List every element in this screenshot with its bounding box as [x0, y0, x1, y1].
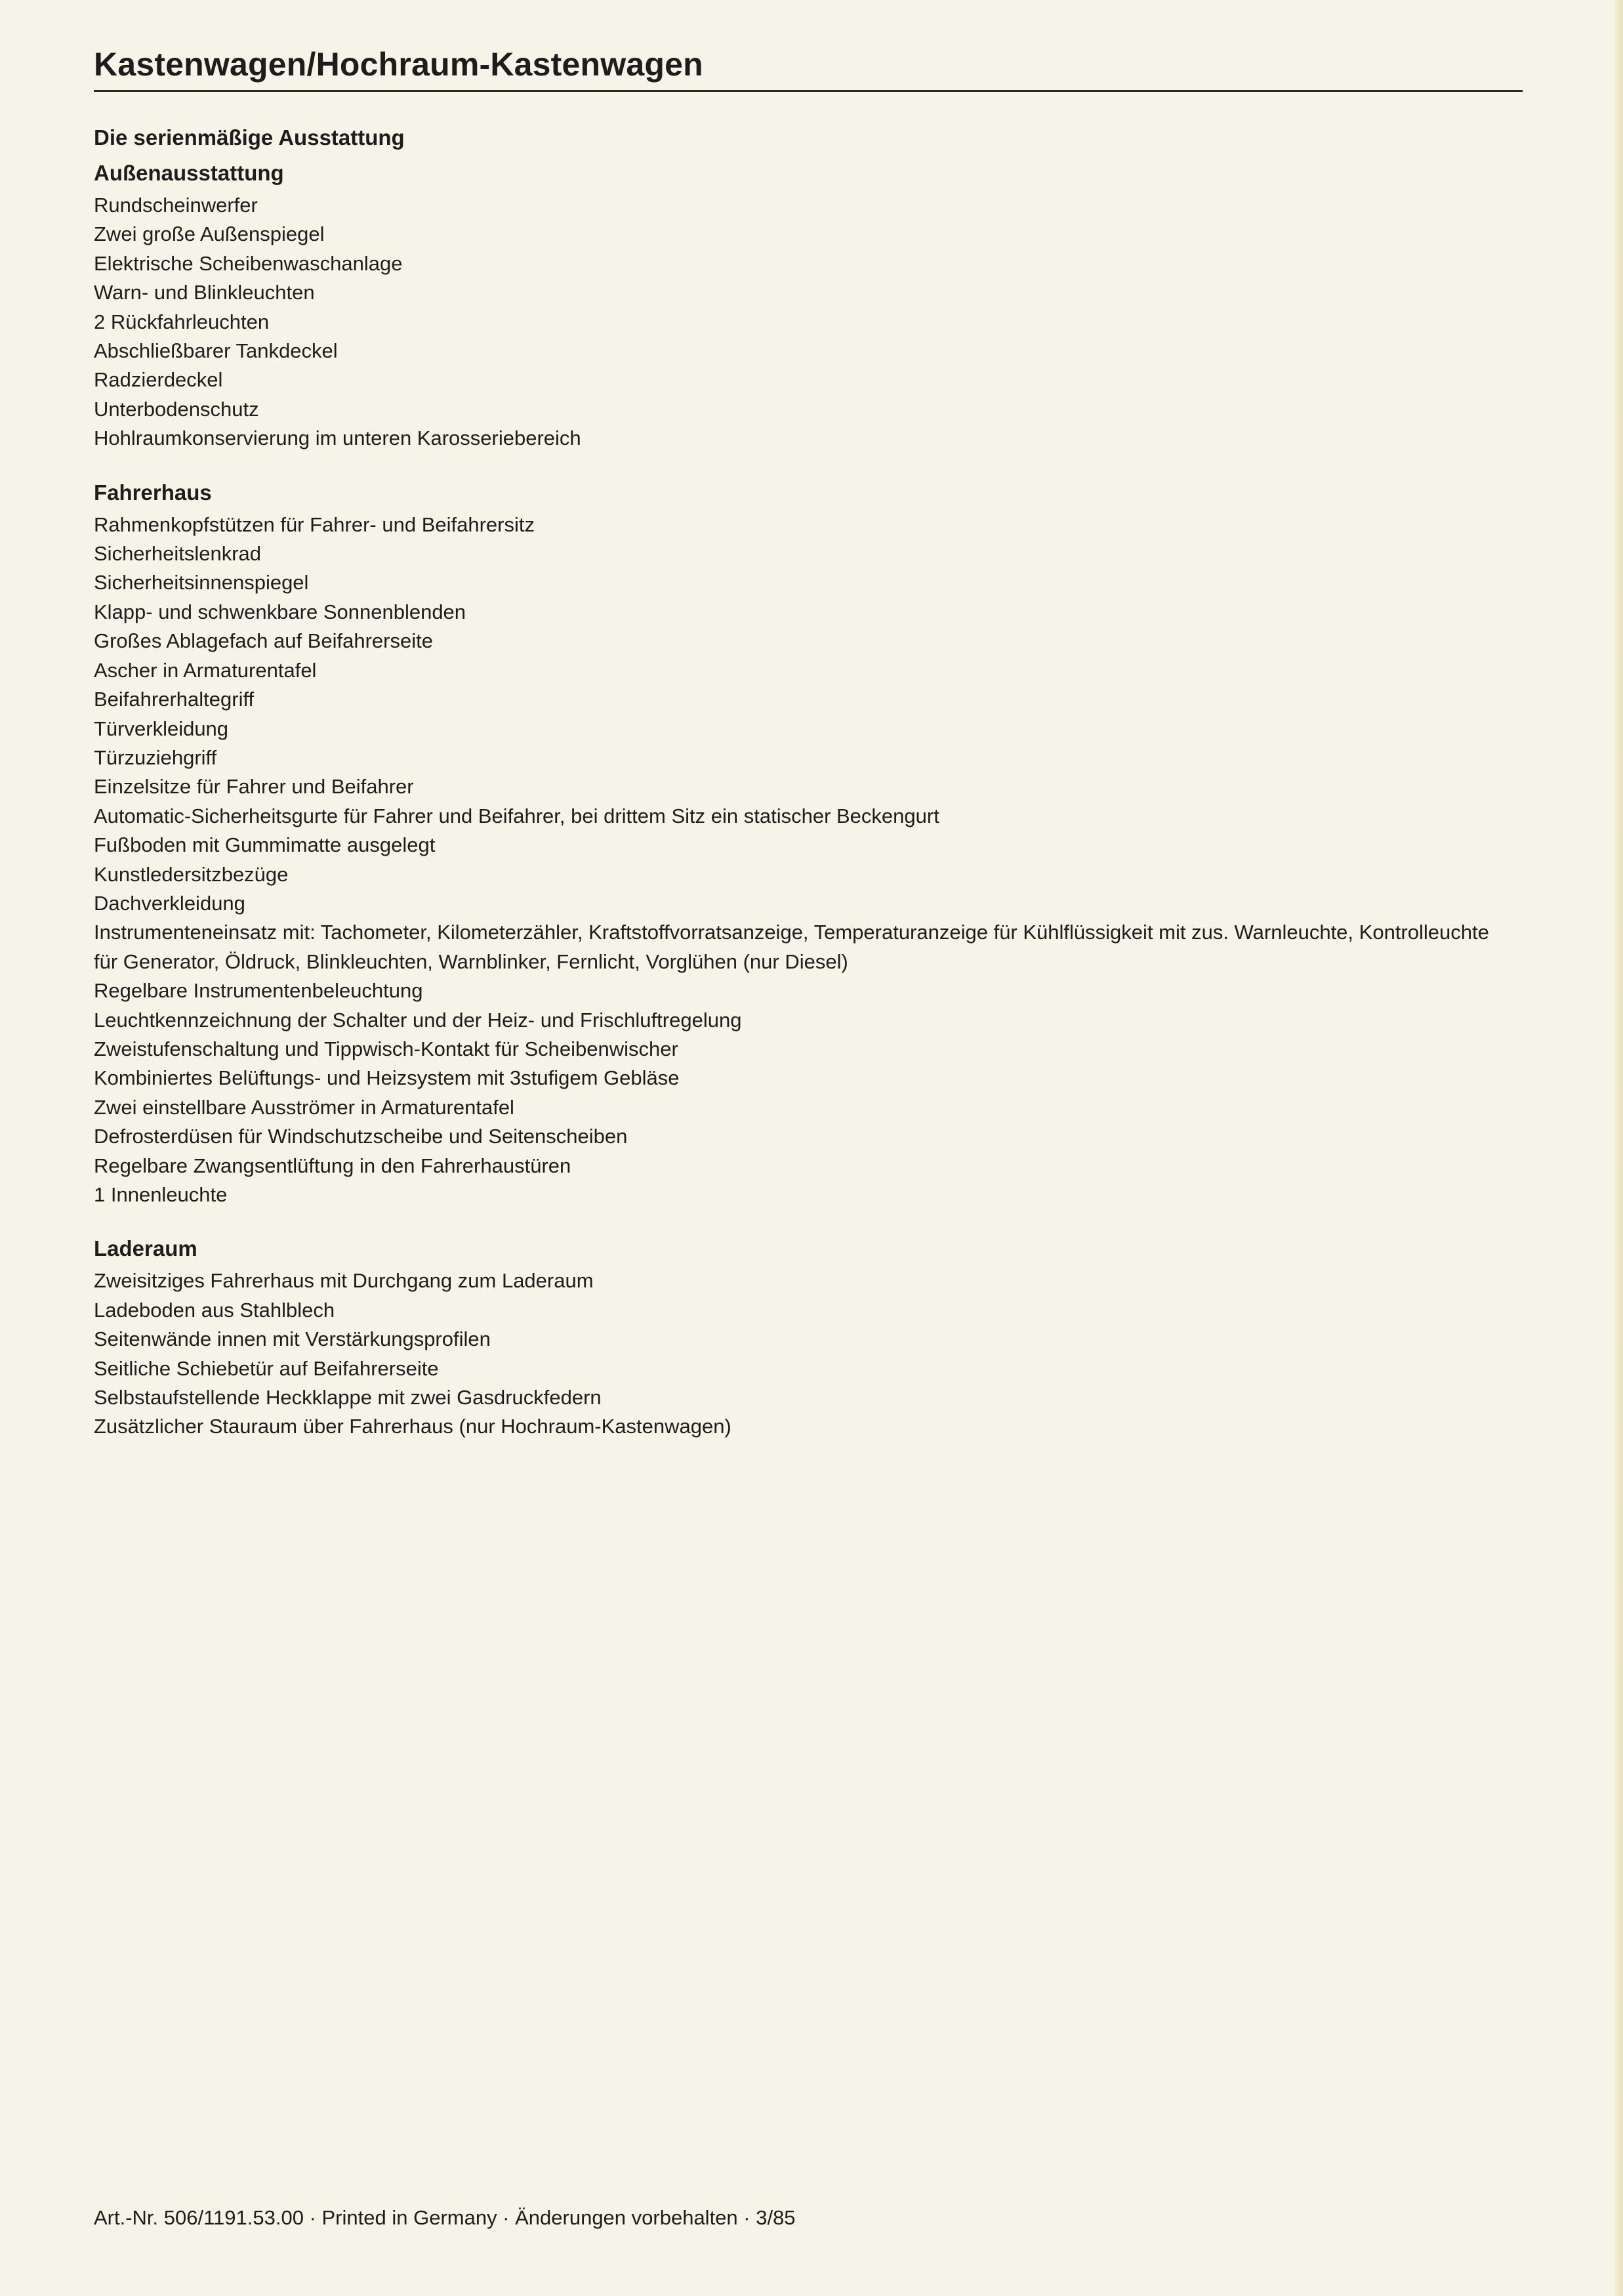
- title-rule: [94, 90, 1523, 92]
- list-item: Regelbare Instrumentenbeleuchtung: [94, 979, 423, 1003]
- list-item: Defrosterdüsen für Windschutzscheibe und Seitenscheiben: [94, 1125, 628, 1148]
- equipment-content: [94, 120, 1570, 1442]
- list-item: Türverkleidung: [94, 717, 229, 740]
- list-item: Sicherheitsinnenspiegel: [94, 571, 309, 595]
- list-item: Zweisitziges Fahrerhaus mit Durchgang zum Laderaum: [94, 1269, 594, 1293]
- list-item: Leuchtkennzeichnung der Schalter und der Heiz- und Frischluftregelung: [94, 1008, 742, 1032]
- list-item: Einzelsitze für Fahrer und Beifahrer: [94, 775, 414, 799]
- list-item: Kunstledersitzbezüge: [94, 862, 289, 886]
- list-item: Automatic-Sicherheitsgurte für Fahrer und Beifahrer, bei drittem Sitz ein statischer Beckengurt: [94, 804, 939, 827]
- list-item: 2 Rückfahrleuchten: [94, 310, 270, 333]
- list-item: Elektrische Scheibenwaschanlage: [94, 251, 403, 275]
- list-item: Klapp- und schwenkbare Sonnenblenden: [94, 600, 466, 623]
- list-item: Selbstaufstellende Heckklappe mit zwei Gasdruckfedern: [94, 1386, 602, 1409]
- section-spacer: [94, 1209, 1570, 1231]
- list-item: Hohlraumkonservierung im unteren Karosseriebereich: [94, 427, 581, 450]
- cargo-list: [94, 1266, 1570, 1441]
- list-item: Sicherheitslenkrad: [94, 542, 262, 566]
- list-item: Kombiniertes Belüftungs- und Heizsystem mit 3stufigem Gebläse: [94, 1066, 680, 1090]
- list-item: 1 Innenleuchte: [94, 1183, 228, 1206]
- exterior-heading: Außenausstattung: [94, 161, 284, 185]
- list-item: Zwei einstellbare Ausströmer in Armaturentafel: [94, 1095, 514, 1119]
- list-item: Warn- und Blinkleuchten: [94, 281, 315, 304]
- list-item: Dachverkleidung: [94, 891, 245, 915]
- list-item: Seitenwände innen mit Verstärkungsprofilen: [94, 1327, 491, 1351]
- section-title: Die serienmäßige Ausstattung: [94, 125, 405, 150]
- list-item: Rundscheinwerfer: [94, 194, 258, 217]
- exterior-list: [94, 191, 1570, 453]
- list-item: Fußboden mit Gummimatte ausgelegt: [94, 833, 436, 857]
- list-item: Zwei große Außenspiegel: [94, 222, 325, 246]
- footer-imprint: Art.-Nr. 506/1191.53.00 · Printed in Germany · Änderungen vorbehalten · 3/85: [94, 2206, 796, 2229]
- page-title: Kastenwagen/Hochraum-Kastenwagen: [94, 46, 703, 83]
- cab-list: [94, 511, 1570, 1210]
- list-item: Rahmenkopfstützen für Fahrer- und Beifahrersitz: [94, 512, 535, 536]
- section-spacer: [94, 453, 1570, 475]
- list-item: Ascher in Armaturentafel: [94, 658, 317, 682]
- list-item: Türzuziehgriff: [94, 745, 217, 769]
- list-item: Zusätzlicher Stauraum über Fahrerhaus (nur Hochraum-Kastenwagen): [94, 1415, 731, 1438]
- list-item: Beifahrerhaltegriff: [94, 688, 255, 711]
- paper-edge: [1614, 0, 1623, 2296]
- list-item: Ladeboden aus Stahlblech: [94, 1298, 335, 1322]
- list-item: Radzierdeckel: [94, 368, 223, 392]
- list-item: Unterbodenschutz: [94, 397, 259, 421]
- list-item: Abschließbarer Tankdeckel: [94, 339, 338, 363]
- list-item: Seitliche Schiebetür auf Beifahrerseite: [94, 1356, 439, 1380]
- list-item: Regelbare Zwangsentlüftung in den Fahrerhaustüren: [94, 1154, 571, 1177]
- cab-heading: Fahrerhaus: [94, 480, 212, 505]
- cargo-heading: Laderaum: [94, 1236, 197, 1261]
- list-item: Zweistufenschaltung und Tippwisch-Kontakt für Scheibenwischer: [94, 1037, 678, 1060]
- list-item: Großes Ablagefach auf Beifahrerseite: [94, 629, 433, 653]
- list-item: Instrumenteneinsatz mit: Tachometer, Kilometerzähler, Kraftstoffvorratsanzeige, Temperaturanzeige für Kühlflüssigkeit mit zus. Warnleuchte, Kontrolleuchte für Generator, Öldruck, Blinkleuchten, Warnblinker, Fernlicht, Vorglühen (nur Diesel): [94, 921, 1489, 973]
